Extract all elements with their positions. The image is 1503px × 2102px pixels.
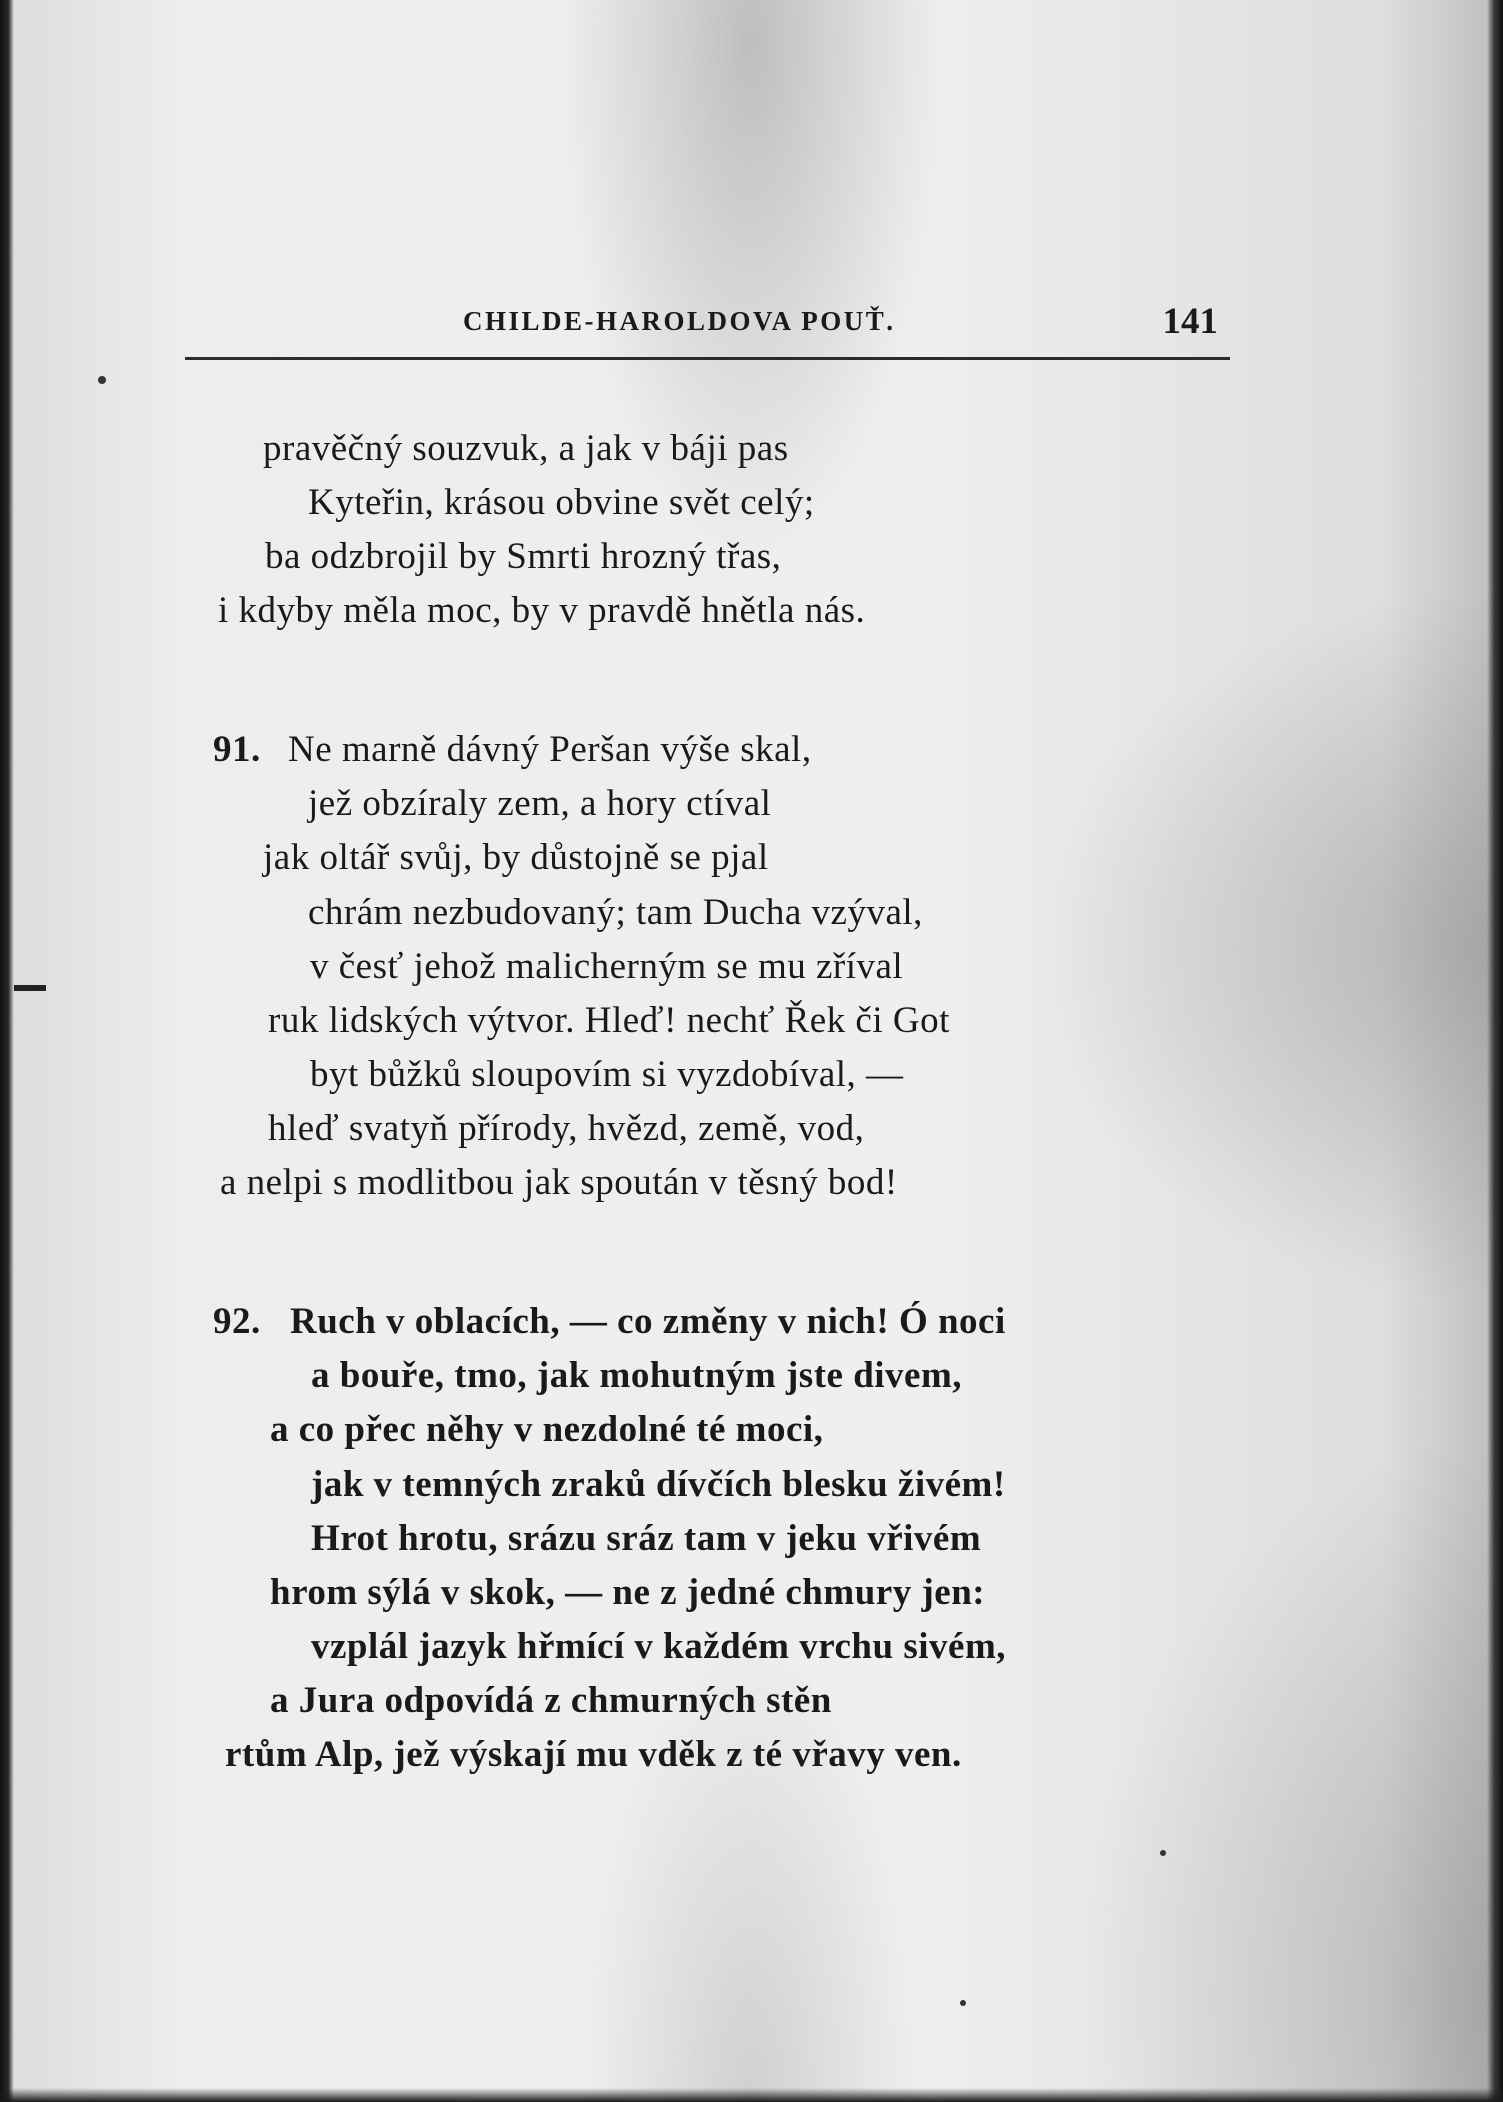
running-title: CHILDE-HAROLDOVA POUŤ. [463, 306, 896, 336]
stanza-number: 91. [213, 729, 261, 770]
verse-line: a Jura odpovídá z chmurných stěn [270, 1680, 832, 1721]
verse-line: Ne marně dávný Peršan výše skal, [288, 729, 812, 770]
verse-line: a nelpi s modlitbou jak spoután v těsný bod! [220, 1162, 898, 1203]
verse-line: byt bůžků sloupovím si vyzdobíval, — [310, 1054, 904, 1095]
verse-line: rtům Alp, jež výskají mu vděk z té vřavy ven. [225, 1734, 962, 1775]
verse-line: Ruch v oblacích, — co změny v nich! Ó noci [290, 1301, 1006, 1342]
verse-line: ba odzbrojil by Smrti hrozný třas, [265, 536, 782, 577]
verse-line: jak v temných zraků dívčích blesku živém! [311, 1464, 1006, 1505]
verse-line: a co přec něhy v nezdolné té moci, [270, 1409, 824, 1450]
verse-line: vzplál jazyk hřmící v každém vrchu sivém, [311, 1626, 1007, 1667]
verse-line: i kdyby měla moc, by v pravdě hnětla nás. [218, 590, 866, 631]
verse-line: pravěčný souzvuk, a jak v báji pas [263, 428, 789, 469]
verse-line: ruk lidských výtvor. Hleď! nechť Řek či Got [268, 1000, 950, 1041]
verse-line: a bouře, tmo, jak mohutným jste divem, [311, 1355, 963, 1396]
verse-line: chrám nezbudovaný; tam Ducha vzýval, [308, 892, 923, 933]
stanza-number: 92. [213, 1301, 261, 1342]
verse-line: hrom sýlá v skok, — ne z jedné chmury jen: [270, 1572, 986, 1613]
verse-line: Kyteřin, krásou obvine svět celý; [308, 482, 815, 523]
verse-line: Hrot hrotu, srázu sráz tam v jeku vřivém [311, 1518, 982, 1559]
verse-line: v česť jehož malicherným se mu zříval [310, 946, 904, 987]
verse-line: hleď svatyň přírody, hvězd, země, vod, [268, 1108, 865, 1149]
verse-line: jež obzíraly zem, a hory ctíval [308, 783, 772, 824]
page-number: 141 [1162, 301, 1218, 342]
verse-line: jak oltář svůj, by důstojně se pjal [263, 837, 769, 878]
